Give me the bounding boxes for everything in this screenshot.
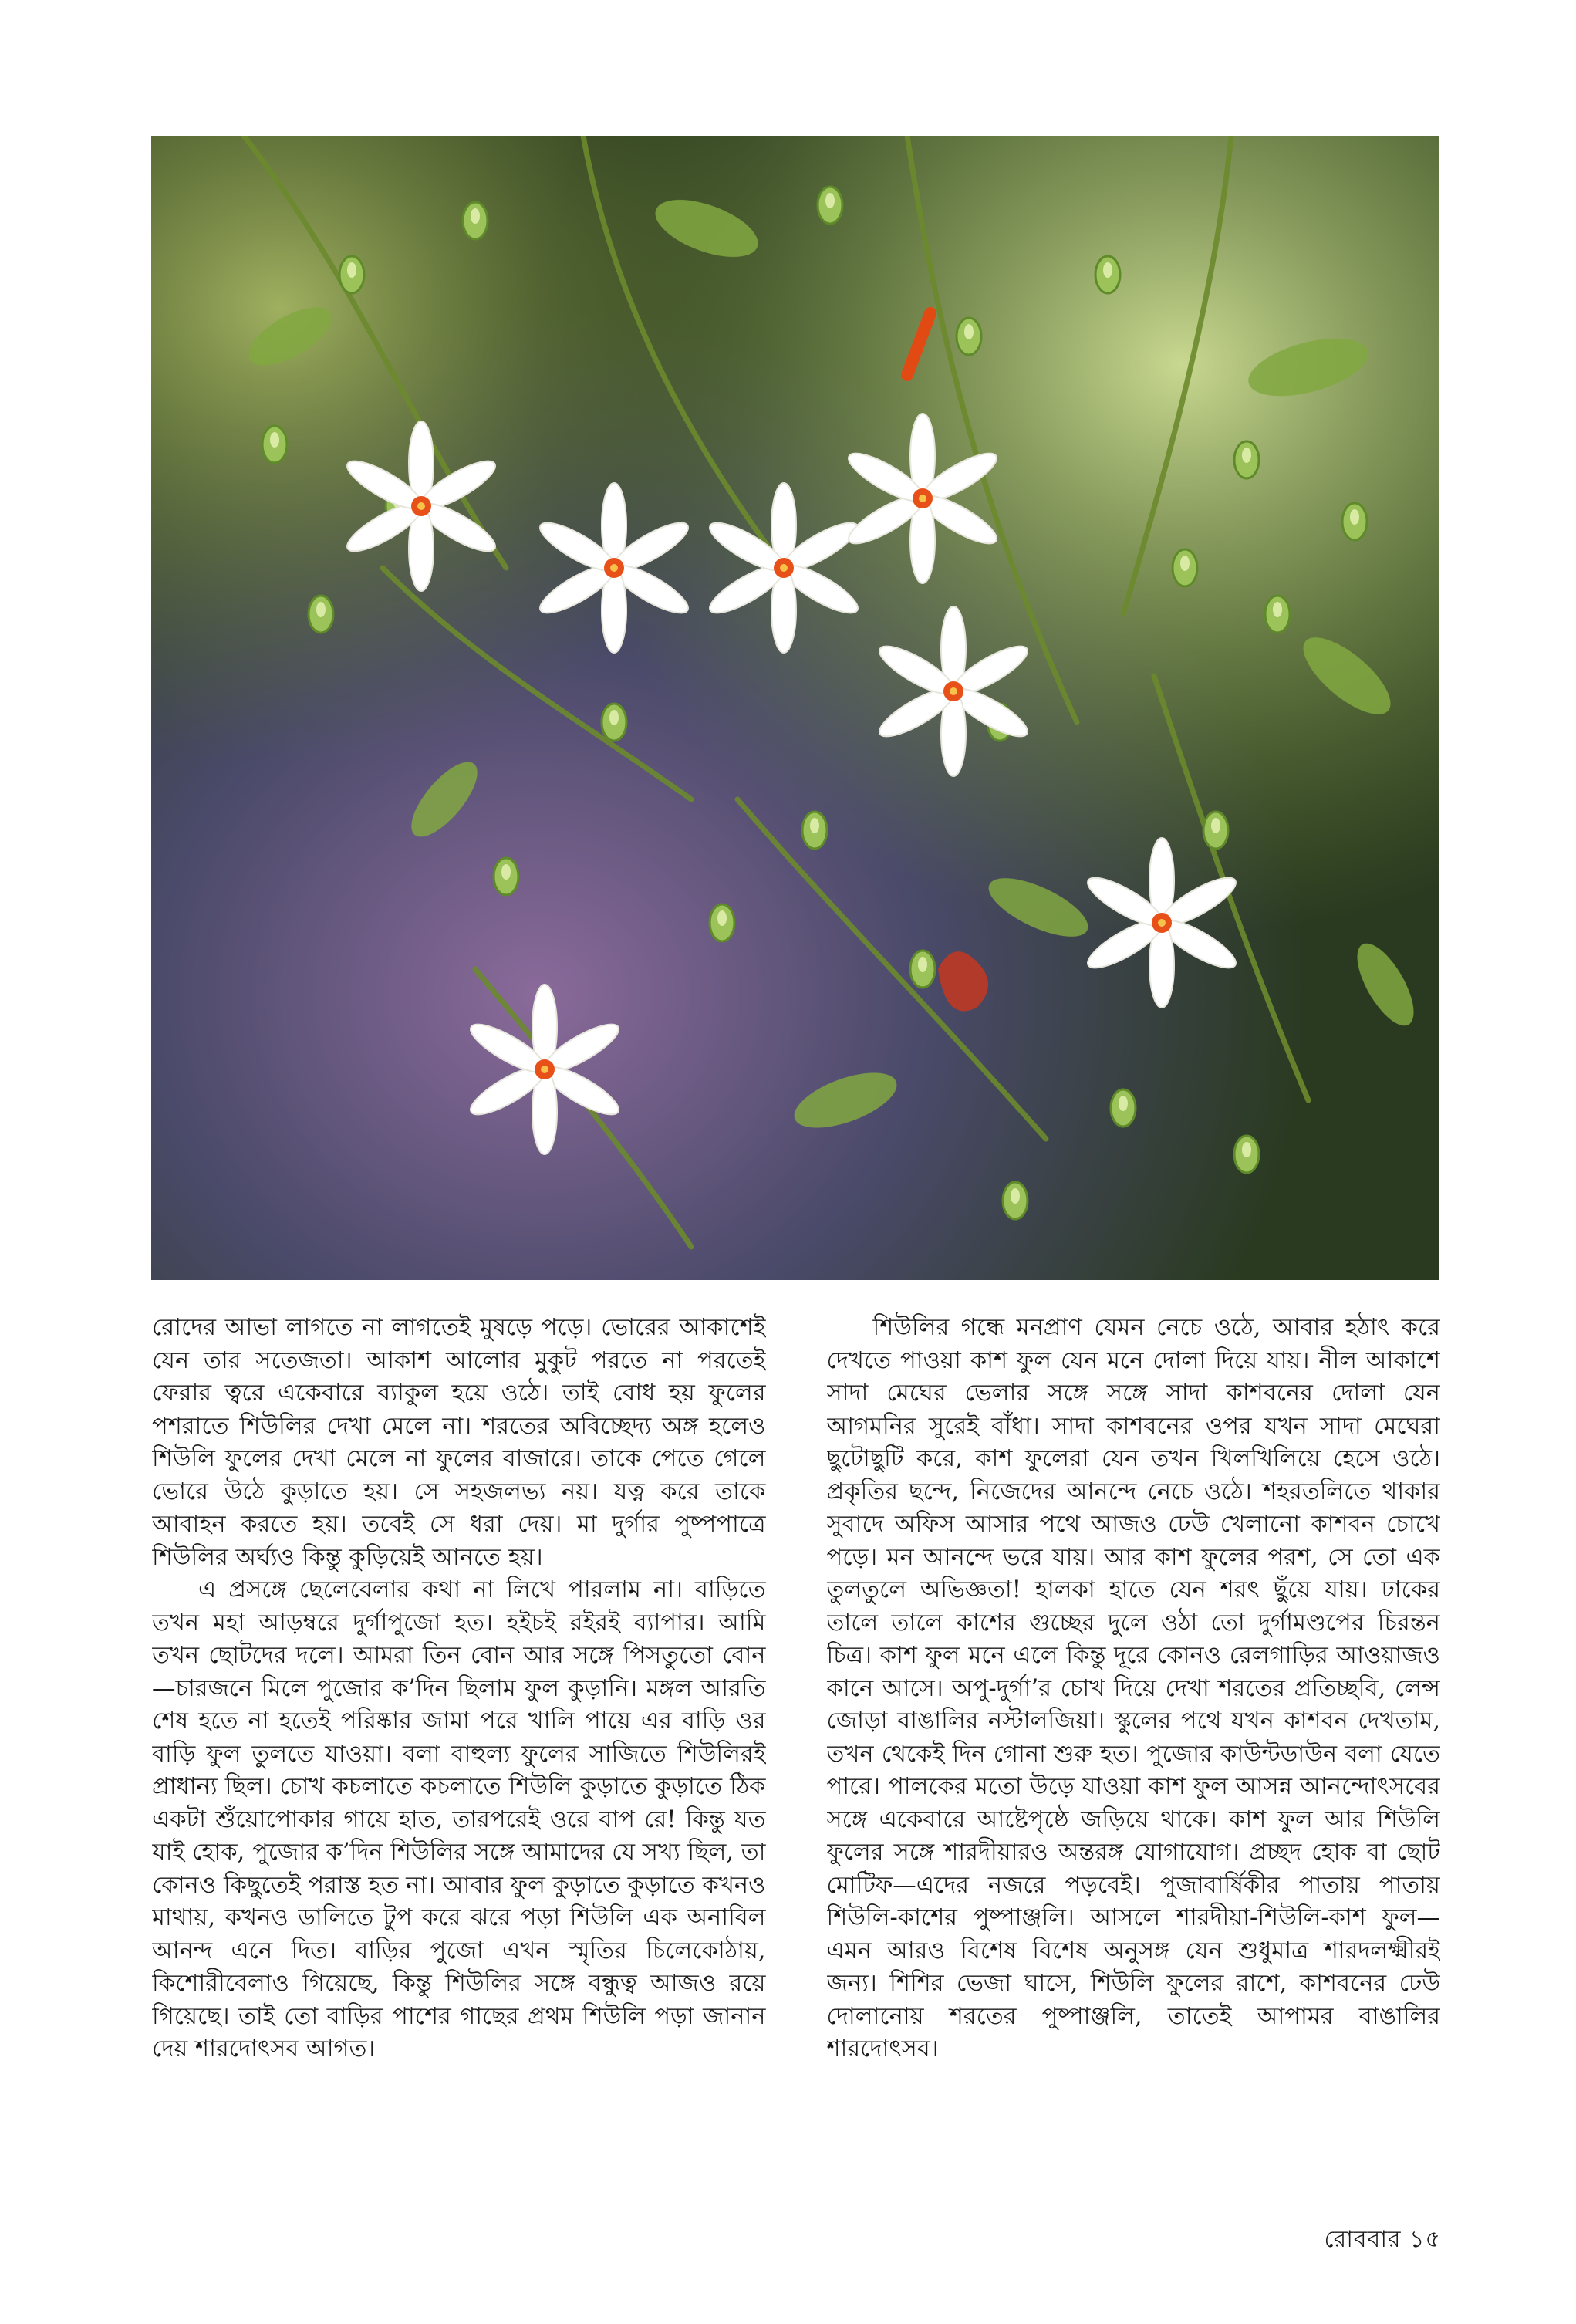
shiuli-flowers-photo bbox=[151, 136, 1439, 1280]
article-column-right bbox=[827, 1312, 1441, 2191]
flower-illustration bbox=[151, 136, 1439, 1280]
article-body bbox=[152, 1312, 1440, 2191]
paragraph: এ প্রসঙ্গে ছেলেবেলার কথা না লিখে পারলাম না। বাড়িতে তখন মহা আড়ম্বরে দুর্গাপুজো হত। হইচই রইরই ব্যাপার। আমি তখন ছোটদের দলে। আমরা তিন বোন আর সঙ্গে পিসতুতো বোন—চারজনে মিলে পুজোর ক’দিন ছিলাম ফুল কুড়ানি। মঙ্গল আরতি শেষ হতে না হতেই পরিষ্কার জামা পরে খালি পায়ে এর বাড়ি ওর বাড়ি ফুল তুলতে যাওয়া। বলা বাহুল্য ফুলের সাজিতে শিউলিরই প্রাধান্য ছিল। চোখ কচলাতে কচলাতে শিউলি কুড়াতে কুড়াতে ঠিক একটা শুঁয়োপোকার গায়ে হাত, তারপরেই ওরে বাপ রে! কিন্তু যত যাই হোক, পুজোর ক’দিন শিউলির সঙ্গে আমাদের যে সখ্য ছিল, তা কোনও কিছুতেই পরাস্ত হত না। আবার ফুল কুড়াতে কুড়াতে কখনও মাথায়, কখনও ডালিতে টুপ করে ঝরে পড়া শিউলি এক অনাবিল আনন্দ এনে দিত। বাড়ির পুজো এখন স্মৃতির চিলেকোঠায়, কিশোরীবেলাও গিয়েছে, কিন্তু শিউলির সঙ্গে বন্ধুত্ব আজও রয়ে গিয়েছে। তাই তো বাড়ির পাশের গাছের প্রথম শিউলি পড়া জানান দেয় শারদোৎসব আগত। bbox=[152, 1576, 766, 2062]
paragraph: শিউলির গন্ধে মনপ্রাণ যেমন নেচে ওঠে, আবার হঠাৎ করে দেখতে পাওয়া কাশ ফুল যেন মনে দোলা দিয়ে যায়। নীল আকাশে সাদা মেঘের ভেলার সঙ্গে সঙ্গে সাদা কাশবনের দোলা যেন আগমনির সুরেই বাঁধা। সাদা কাশবনের ওপর যখন সাদা মেঘেরা ছুটোছুটি করে, কাশ ফুলেরা যেন তখন খিলখিলিয়ে হেসে ওঠে। প্রকৃতির ছন্দে, নিজেদের আনন্দে নেচে ওঠে। শহরতলিতে থাকার সুবাদে অফিস আসার পথে আজও ঢেউ খেলানো কাশবন চোখে পড়ে। মন আনন্দে ভরে যায়। আর কাশ ফুলের পরশ, সে তো এক তুলতুলে অভিজ্ঞতা! হালকা হাতে যেন শরৎ ছুঁয়ে যায়। ঢাকের তালে তালে কাশের গুচ্ছের দুলে ওঠা তো দুর্গামণ্ডপের চিরন্তন চিত্র। কাশ ফুল মনে এলে কিন্তু দূরে কোনও রেলগাড়ির আওয়াজও কানে আসে। অপু-দুর্গা’র চোখ দিয়ে দেখা শরতের প্রতিচ্ছবি, লেন্স জোড়া বাঙালির নস্টালজিয়া। স্কুলের পথে যখন কাশবন দেখতাম, তখন থেকেই দিন গোনা শুরু হত। পুজোর কাউন্টডাউন বলা যেতে পারে। পালকের মতো উড়ে যাওয়া কাশ ফুল আসন্ন আনন্দোৎসবের সঙ্গে একেবারে আষ্টেপৃষ্ঠে জড়িয়ে থাকে। কাশ ফুল আর শিউলি ফুলের সঙ্গে শারদীয়ারও অন্তরঙ্গ যোগাযোগ। প্রচ্ছদ হোক বা ছোট মোটিফ—এদের নজরে পড়বেই। পুজাবার্ষিকীর পাতায় পাতায় শিউলি-কাশের পুষ্পাঞ্জলি। আসলে শারদীয়া-শিউলি-কাশ ফুল—এমন আরও বিশেষ বিশেষ অনুসঙ্গ যেন শুধুমাত্র শারদলক্ষ্মীরই জন্য। শিশির ভেজা ঘাসে, শিউলি ফুলের রাশে, কাশবনের ঢেউ দোলানোয় শরতের পুষ্পাঞ্জলি, তাতেই আপামর বাঙালির শারদোৎসব। bbox=[826, 1314, 1440, 2062]
paragraph: রোদের আভা লাগতে না লাগতেই মুষড়ে পড়ে। ভোরের আকাশেই যেন তার সতেজতা। আকাশ আলোর মুকুট পরতে না পরতেই ফেরার ত্বরে একেবারে ব্যাকুল হয়ে ওঠে। তাই বোধ হয় ফুলের পশরাতে শিউলির দেখা মেলে না। শরতের অবিচ্ছেদ্য অঙ্গ হলেও শিউলি ফুলের দেখা মেলে না ফুলের বাজারে। তাকে পেতে গেলে ভোরে উঠে কুড়াতে হয়। সে সহজলভ্য নয়। যত্ন করে তাকে আবাহন করতে হয়। তবেই সে ধরা দেয়। মা দুর্গার পুষ্পপাত্রে শিউলির অর্ঘ্যও কিন্তু কুড়িয়েই আনতে হয়। bbox=[152, 1314, 766, 1571]
page-folio: রোববার ১৫ bbox=[1324, 2226, 1441, 2253]
article-column-left bbox=[152, 1312, 766, 2191]
